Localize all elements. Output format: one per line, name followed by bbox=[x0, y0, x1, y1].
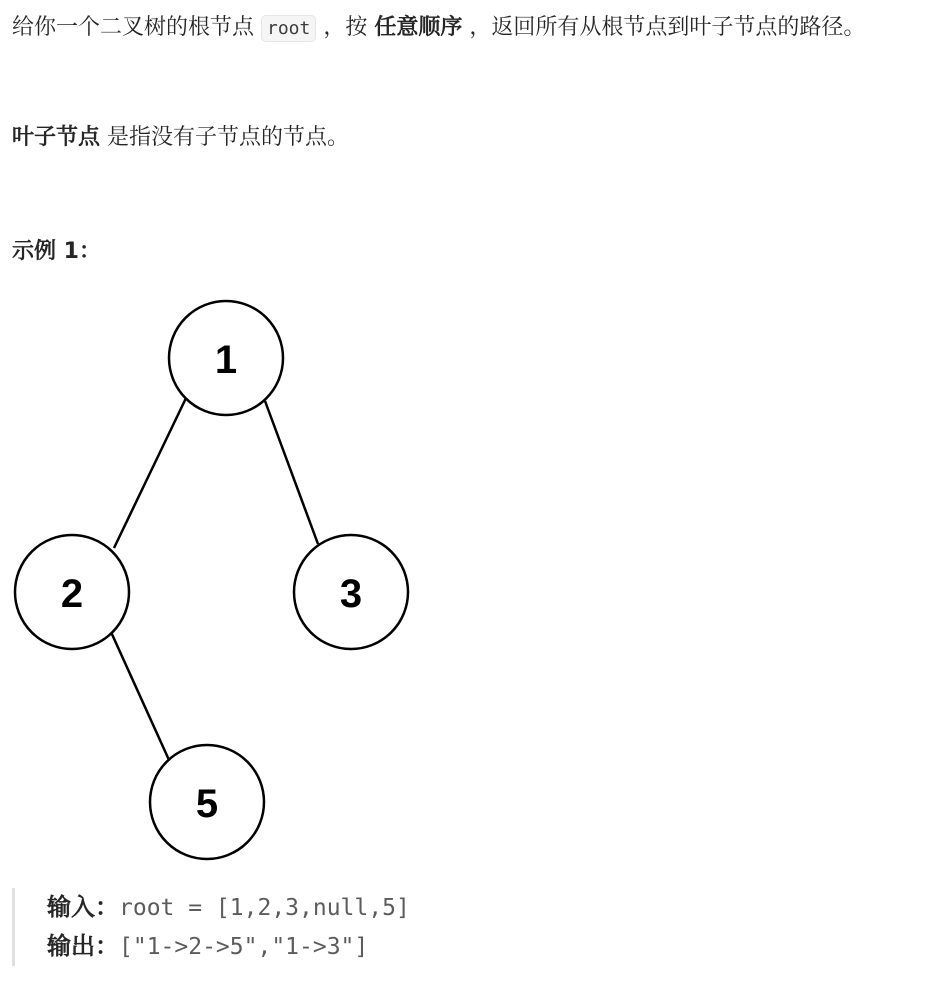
input-value: root = [1,2,3,null,5] bbox=[119, 895, 410, 921]
edge-1-3 bbox=[265, 401, 318, 544]
problem-intro bbox=[12, 8, 927, 49]
tree-node-5-label: 5 bbox=[195, 782, 219, 826]
tree-node-1-label: 1 bbox=[214, 338, 238, 382]
output-label: 输出： bbox=[47, 932, 119, 960]
tree-node-3-label: 3 bbox=[339, 572, 363, 616]
binary-tree-diagram bbox=[12, 290, 422, 870]
intro-text-pre: 给你一个二叉树的根节点 bbox=[12, 15, 261, 40]
inline-code-root: root bbox=[261, 15, 316, 42]
edge-1-2 bbox=[114, 396, 187, 548]
example-title: 示例 1： bbox=[12, 239, 101, 264]
example-output-row bbox=[47, 927, 410, 966]
intro-text-post: ，返回所有从根节点到叶子节点的路径。 bbox=[462, 15, 866, 40]
intro-text-mid: ，按 bbox=[316, 15, 375, 40]
edge-2-5 bbox=[111, 632, 169, 760]
output-value: ["1->2->5","1->3"] bbox=[119, 934, 369, 960]
leaf-bold-term: 叶子节点 bbox=[12, 125, 101, 150]
leaf-definition-text: 是指没有子节点的节点。 bbox=[100, 125, 350, 150]
example-block bbox=[12, 888, 410, 966]
tree-node-2-label: 2 bbox=[60, 572, 84, 616]
intro-bold-any-order: 任意顺序 bbox=[374, 15, 463, 40]
leaf-definition bbox=[12, 118, 349, 158]
example-input-row bbox=[47, 888, 410, 927]
input-label: 输入： bbox=[47, 893, 119, 921]
